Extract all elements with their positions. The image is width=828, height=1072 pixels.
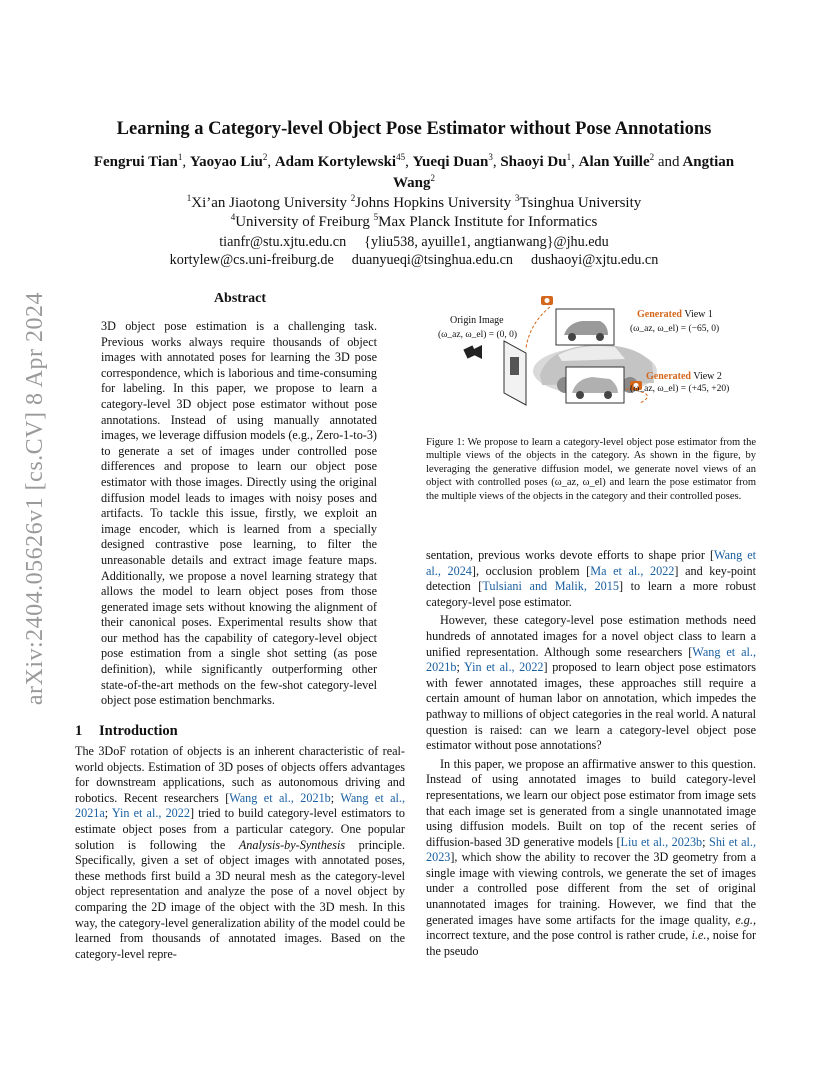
email: dushaoyi@xjtu.edu.cn	[530, 252, 659, 268]
citation-link[interactable]: Wang et al., 2021b	[229, 790, 331, 805]
origin-image-label: Origin Image	[450, 315, 504, 326]
author-name: Adam Kortylewski	[274, 154, 397, 170]
view1-label: Generated View 1	[637, 309, 713, 320]
view1-pose-label: (ω_az, ω_el) = (−65, 0)	[630, 324, 720, 334]
author-name: Fengrui Tian	[93, 154, 178, 170]
email-block	[80, 233, 748, 269]
citation-link[interactable]: Liu et al., 2023b	[620, 834, 703, 849]
arxiv-stamp: arXiv:2404.05626v1 [cs.CV] 8 Apr 2024	[22, 292, 48, 706]
author-name: Shaoyi Du	[500, 154, 567, 170]
intro-right-column: sentation, previous works devote efforts to shape prior [Wang et al., 2024], occlusion problem [Ma et al., 2022] and key-point detection [Tulsiani and Malik, 2015] to learn a more robust category-level pose estimator. However, these category-level pose estimation methods need hundreds of annotated images for a novel object class to learn a unified representation. Although some researchers [Wang et al., 2021b; Yin et al., 2022] proposed to learn object pose estimators with fewer annotated images, these approaches still require a certain amount of human labor on annotation, which impedes the pathway to millions of object categories in the real world. A natural question is raised: can we learn a category-level object pose estimator without pose annotations? In this paper, we propose an affirmative answer to this question. Instead of using annotated images to build category-level representations, we learn our object pose estimator from image sets that each image set is generated from a single unannotated image using diffusion models. Built on top of the recent series of diffusion-based 3D generative models [Liu et al., 2023b; Shi et al., 2023], which show the ability to recover the 3D geometry from a single image with viewing controls, we generate the set of images under a controlled pose different from the set of original unannotated images for training. However, we find that the generated images have some artifacts for the image quality, e.g., incorrect texture, and the pose control is rather crude, i.e., noise for the pseudo	[426, 548, 757, 958]
abstract-heading: Abstract	[213, 291, 267, 306]
camera-icon-view1	[541, 296, 553, 305]
citation-link[interactable]: Wang et al., 2021b	[426, 644, 756, 675]
author-name: Yueqi Duan	[412, 154, 489, 170]
origin-pose-label: (ω_az, ω_el) = (0, 0)	[438, 330, 518, 340]
view2-pose-label: (ω_az, ω_el) = (+45, +20)	[630, 384, 730, 394]
paper-title: Learning a Category-level Object Pose Estimator without Pose Annotations	[116, 119, 712, 139]
figure-illustration	[430, 293, 756, 423]
author-conjunction: and	[657, 154, 680, 170]
section-heading	[75, 723, 178, 740]
view2-label: Generated View 2	[646, 371, 722, 382]
email-line	[80, 233, 748, 251]
affiliations	[80, 194, 748, 232]
abstract-body: 3D object pose estimation is a challenging task. Previous works always require thousands of object images with annotated poses for learning the 3D pose correspondence, which is laborious and time-consuming for labeling. In this paper, we propose to learn a category-level 3D object pose estimator without pose annotations. Instead of using manually annotated images, we leverage diffusion models (e.g., Zero-1-to-3) to generate a set of images under controlled pose differences and propose to learn our object pose estimator with those images. Directly using the original diffusion model leads to images with noisy poses and artifacts. To tackle this issue, firstly, we exploit an image encoder, which is learned from a specially designed contrastive pose learning, to filter the unreasonable details and extract image feature maps. Additionally, we propose a novel learning strategy that allows the model to learn object poses from those generated image sets without knowing the alignment of their canonical poses. Experimental results show that our method has the capability of category-level object pose estimation from a single shot setting (as pose definition), while significantly outperforming other state-of-the-art methods on the few-shot category-level object pose estimation benchmarks.	[101, 319, 377, 708]
citation-link[interactable]: Wang et al., 2024	[426, 548, 756, 578]
citation-link[interactable]: Ma et al., 2022	[590, 563, 675, 578]
author-name: Alan Yuille	[578, 154, 650, 170]
email: tianfr@stu.xjtu.edu.cn	[219, 234, 347, 250]
citation-link[interactable]: Wang et al., 2021a	[75, 790, 406, 821]
author-name: Yaoyao Liu	[189, 154, 263, 170]
author-name: Angtian Wang	[392, 154, 735, 191]
figure-1	[430, 293, 756, 423]
intro-left-column: The 3DoF rotation of objects is an inherent characteristic of real-world objects. Estimation of 3D poses of objects offers advantages for downstream applications, such as autonomous driving and robotics. Recent researchers [Wang et al., 2021b; Wang et al., 2021a; Yin et al., 2022] tried to build category-level estimators to estimate object poses from a particular category. One popular solution is following the Analysis-by-Synthesis principle. Specifically, given a set of object images with annotated poses, these methods first build a 3D neural mesh as the category-level object representation and analyze the pose of a novel object by comparing the 2D image of the object with the 3D mesh. In this way, the category-level generalization ability of the model could be learned from thousands of annotated images. Based on the category-level repre-	[75, 744, 406, 961]
author-list: Fengrui Tian$^1$, Yaoyao Liu$^2$, Adam Kortylewski$^{45}$, Yueqi Duan$^3$, Shaoyi Du$^1$, Alan Yuille$^2$ and Angtian Wang$^2$	[93, 152, 735, 191]
email: {yliu538, ayuille1, angtianwang}@jhu.edu	[364, 234, 609, 250]
citation-link[interactable]: Yin et al., 2022	[464, 660, 544, 675]
citation-link[interactable]: Tulsiani and Malik, 2015	[482, 579, 619, 594]
email: duanyueqi@tsinghua.edu.cn	[351, 252, 513, 268]
citation-link[interactable]: Shi et al., 2023	[426, 834, 757, 865]
origin-camera-icon	[463, 345, 482, 359]
section-title: Introduction	[99, 723, 178, 739]
affiliation-line: $^4$University of Freiburg $^5$Max Planck Institute for Informatics	[230, 212, 598, 230]
email-line	[80, 251, 748, 269]
affiliation-line: $^1$Xi’an Jiaotong University $^2$Johns Hopkins University $^3$Tsinghua University	[186, 193, 642, 211]
citation-link[interactable]: Yin et al., 2022	[111, 806, 190, 821]
figure-caption: Figure 1: We propose to learn a category-level object pose estimator from the multiple views of the objects in the category. As shown in the figure, by leveraging the generative diffusion model, we generate novel views of an object with controlled poses (ω_az, ω_el) and learn the pose estimator from the multiple views of the objects in the category and their controlled poses.	[426, 437, 756, 502]
email: kortylew@cs.uni-freiburg.de	[169, 252, 334, 268]
section-number: 1	[75, 723, 83, 739]
